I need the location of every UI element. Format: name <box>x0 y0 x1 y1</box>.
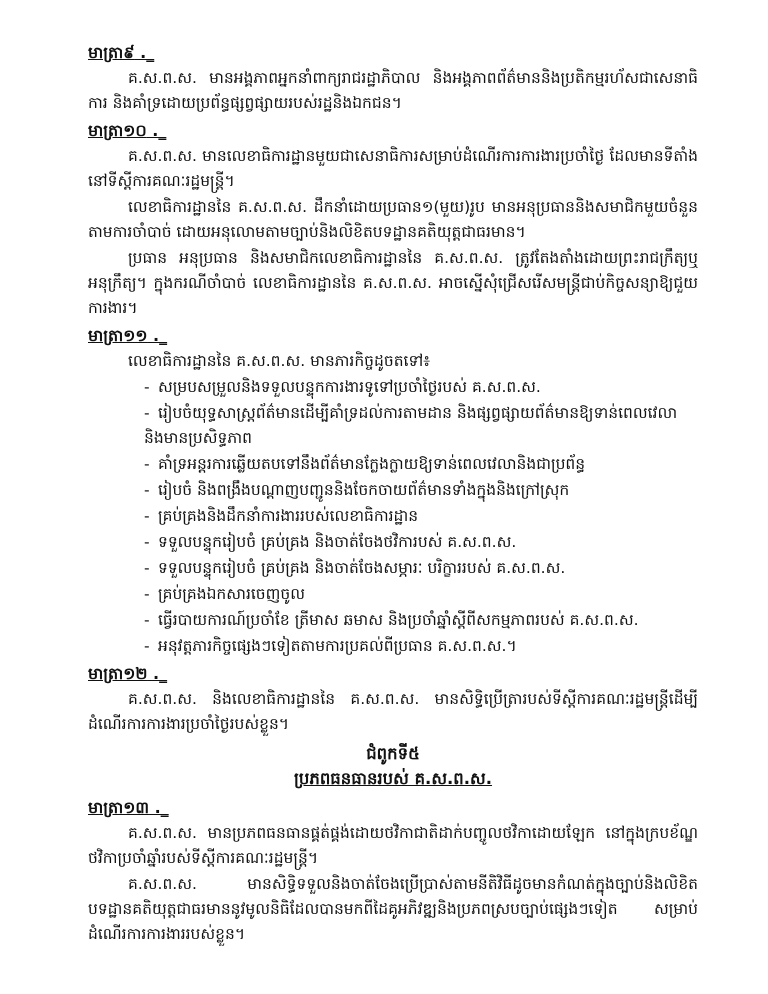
article-10-heading: មាត្រា១០ ._ <box>88 121 167 140</box>
duty-item: - ទទួលបន្ទុករៀបចំ គ្រប់គ្រង និងចាត់ចែងថវិការបស់ គ.ស.ព.ស. <box>144 533 517 551</box>
duty-item: - រៀបចំ និងពង្រឹងបណ្តាញបញ្ជូននិងចែកចាយព័ត៌មានទាំងក្នុងនិងក្រៅស្រុក <box>144 481 570 499</box>
article-13-paragraph-1: គ.ស.ព.ស. មានប្រភពធនធានផ្គត់ផ្គង់ដោយថវិកាជាតិដាក់បញ្ចូលថវិកាដោយឡែក នៅក្នុងក្របខ័ណ្ឌថវិកាប្រចាំឆ្នាំរបស់ទីស្តីការគណៈរដ្ឋមន្ត្រី។ <box>88 824 698 867</box>
duty-item: - ទទួលបន្ទុករៀបចំ គ្រប់គ្រង និងចាត់ចែងសម្ភារៈ បរិក្ខាររបស់ គ.ស.ព.ស. <box>144 559 566 577</box>
duty-item: - រៀបចំយុទ្ធសាស្ត្រព័ត៌មានដើម្បីគាំទ្រដល់ការតាមដាន និងផ្សព្វផ្សាយព័ត៌មានឱ្យទាន់ពេលវេលា និងមានប្រសិទ្ធភាព <box>144 404 678 447</box>
article-13-paragraph-2: គ.ស.ព.ស. មានសិទ្ធិទទួលនិងចាត់ចែងប្រើប្រាស់តាមនីតិវិធីដូចមានកំណត់ក្នុងច្បាប់និងលិខិតបទដ្ឋានគតិយុត្តជាធរមាននូវមូលនិធិដែលបានមកពីដៃគូអភិវឌ្ឍនិងប្រភពស្របច្បាប់ផ្សេងៗទៀត សម្រាប់ដំណើរការការងាររបស់ខ្លួន។ <box>88 875 698 943</box>
chapter-number: ជំពូកទី៥ <box>366 744 420 763</box>
duty-item: - គ្រប់គ្រងឯកសារចេញចូល <box>144 585 305 603</box>
duty-item: - ធ្វើរបាយការណ៍ប្រចាំខែ ត្រីមាស ឆមាស និងប្រចាំឆ្នាំស្តីពីសកម្មភាពរបស់ គ.ស.ព.ស. <box>144 611 639 629</box>
article-11-heading: មាត្រា១១ ._ <box>88 326 168 345</box>
article-10-paragraph-2: លេខាធិការដ្ឋាននៃ គ.ស.ព.ស. ដឹកនាំដោយប្រធាន១(មួយ)រូប មានអនុប្រធាននិងសមាជិកមួយចំនួនតាមការចាំបាច់ ដោយអនុលោមតាមច្បាប់និងលិខិតបទដ្ឋានគតិយុត្តជាធរមាន។ <box>88 198 698 241</box>
article-11-intro: លេខាធិការដ្ឋាននៃ គ.ស.ព.ស. មានភារកិច្ចដូចតទៅ៖ <box>128 352 431 370</box>
duty-item: - គ្រប់គ្រងនិងដឹកនាំការងាររបស់លេខាធិការដ្ឋាន <box>144 507 419 525</box>
chapter-title: ប្រភពធនធានរបស់ គ.ស.ព.ស. <box>293 769 493 788</box>
article-10-paragraph-1: គ.ស.ព.ស. មានលេខាធិការដ្ឋានមួយជាសេនាធិការសម្រាប់ដំណើរការការងារប្រចាំថ្ងៃ ដែលមានទីតាំងនៅទីស្តីការគណៈរដ្ឋមន្ត្រី។ <box>88 147 698 190</box>
article-9-heading: មាត្រា៩ ._ <box>88 43 155 62</box>
article-11-duties-list <box>88 375 698 659</box>
article-12-heading: មាត្រា១២ ._ <box>88 664 168 683</box>
article-9-paragraph: គ.ស.ព.ស. មានអង្គភាពអ្នកនាំពាក្យរាជរដ្ឋាភិបាល និងអង្គភាពព័ត៌មាននិងប្រតិកម្មរហ័សជាសេនាធិការ និងគាំទ្រដោយប្រព័ន្ធផ្សព្វផ្សាយរបស់រដ្ឋនិងឯកជន។ <box>88 69 698 112</box>
article-13-heading: មាត្រា១៣ ._ <box>88 798 169 817</box>
duty-item: - សម្របសម្រួលនិងទទួលបន្ទុកការងារទូទៅប្រចាំថ្ងៃរបស់ គ.ស.ព.ស. <box>144 378 541 396</box>
duty-item: - គាំទ្រអន្តរការឆ្លើយតបទៅនឹងព័ត៌មានក្លែងក្លាយឱ្យទាន់ពេលវេលានិងជាប្រព័ន្ធ <box>144 455 586 473</box>
duty-item: - អនុវត្តភារកិច្ចផ្សេងៗទៀតតាមការប្រគល់ពីប្រធាន គ.ស.ព.ស.។ <box>144 637 517 655</box>
article-10-paragraph-3: ប្រធាន អនុប្រធាន និងសមាជិកលេខាធិការដ្ឋាននៃ គ.ស.ព.ស. ត្រូវតែងតាំងដោយព្រះរាជក្រឹត្យឬអនុក្រឹត្យ។ ក្នុងករណីចាំបាច់ លេខាធិការដ្ឋាននៃ គ.ស.ព.ស. អាចស្នើសុំជ្រើសរើសមន្ត្រីជាប់កិច្ចសន្យាឱ្យជួយការងារ។ <box>88 249 698 317</box>
article-12-paragraph: គ.ស.ព.ស. និងលេខាធិការដ្ឋាននៃ គ.ស.ព.ស. មានសិទ្ធិប្រើត្រារបស់ទីស្តីការគណៈរដ្ឋមន្ត្រីដើម្បីដំណើរការការងារប្រចាំថ្ងៃរបស់ខ្លួន។ <box>88 690 698 733</box>
